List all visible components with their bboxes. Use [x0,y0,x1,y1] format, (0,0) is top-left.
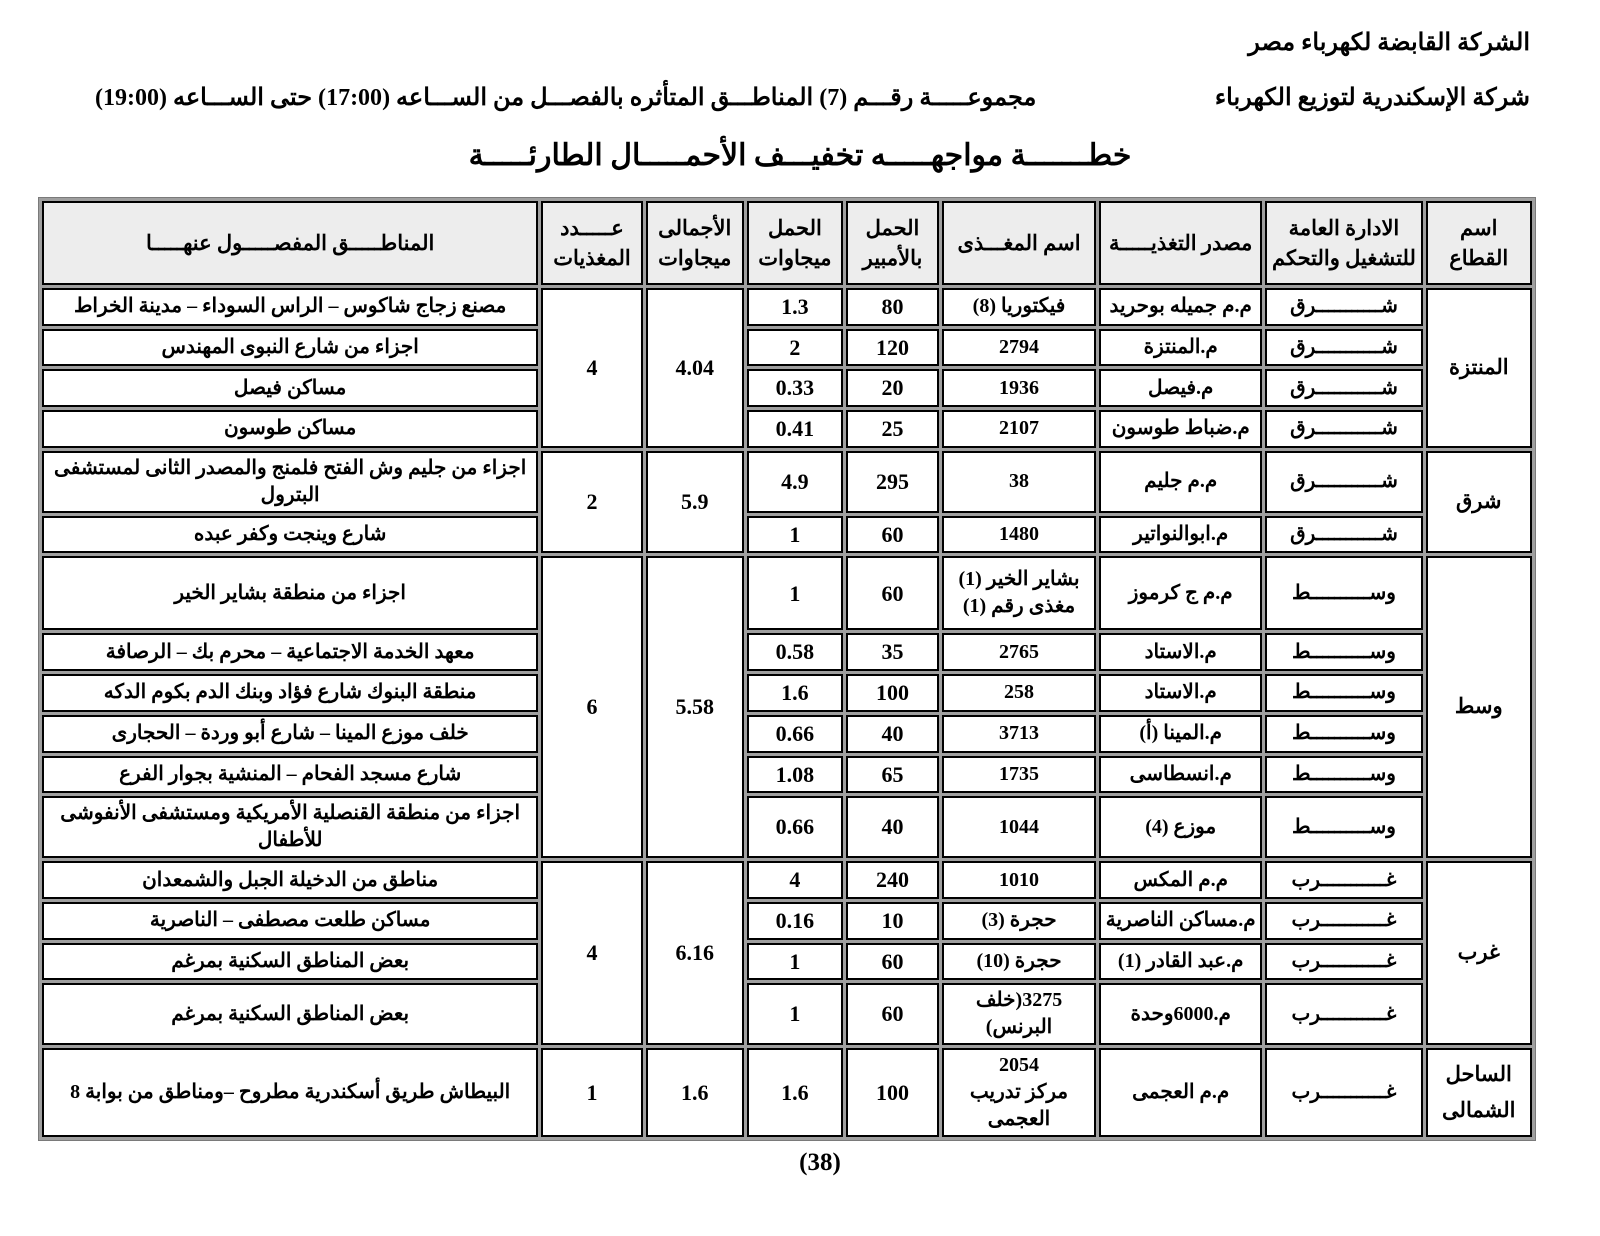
table-row [42,633,1532,671]
admin-cell: شـــــــــــرق [1265,329,1422,367]
mw-cell: 1 [747,943,843,981]
amps-cell: 25 [846,410,939,448]
table-row [42,516,1532,554]
total-mw-cell: 4.04 [646,288,744,448]
table-row [42,369,1532,407]
amps-cell: 240 [846,861,939,899]
amps-cell: 40 [846,715,939,753]
sector-cell: شرق [1426,451,1532,554]
table-row [42,861,1532,899]
amps-cell: 60 [846,516,939,554]
areas-cell: اجزاء من منطقة القنصلية الأمريكية ومستشفى الأنفوشى للأطفال [42,796,538,858]
col-header-load-amps: الحمل بالأمبير [846,201,939,285]
amps-cell: 100 [846,1048,939,1137]
mw-cell: 0.41 [747,410,843,448]
areas-cell: معهد الخدمة الاجتماعية – محرم بك – الرصافة [42,633,538,671]
areas-cell: اجزاء من جليم وش الفتح فلمنج والمصدر الثانى لمستشفى البترول [42,451,538,513]
areas-cell: مناطق من الدخيلة الجبل والشمعدان [42,861,538,899]
admin-cell: وســــــــــط [1265,556,1422,630]
feeders-count-cell: 4 [541,861,642,1045]
areas-cell: اجزاء من شارع النبوى المهندس [42,329,538,367]
mw-cell: 4.9 [747,451,843,513]
feeder-cell: 1936 [942,369,1096,407]
source-cell: م.الاستاد [1099,633,1262,671]
feeder-cell: 3713 [942,715,1096,753]
amps-cell: 60 [846,943,939,981]
feeder-cell: 1480 [942,516,1096,554]
amps-cell: 100 [846,674,939,712]
mw-cell: 1.3 [747,288,843,326]
page-number: (38) [799,1149,841,1177]
sector-cell: الساحل الشمالى [1426,1048,1532,1137]
source-cell: م.الاستاد [1099,674,1262,712]
table-row [42,1048,1532,1137]
amps-cell: 295 [846,451,939,513]
feeder-cell: 2107 [942,410,1096,448]
mw-cell: 1.08 [747,756,843,794]
total-mw-cell: 6.16 [646,861,744,1045]
col-header-feeder-count: عـــــدد المغذيات [541,201,642,285]
source-cell: م.المنتزة [1099,329,1262,367]
amps-cell: 35 [846,633,939,671]
areas-cell: مساكن فيصل [42,369,538,407]
areas-cell: مساكن طوسون [42,410,538,448]
mw-cell: 1 [747,983,843,1045]
source-cell: م.مساكن الناصرية [1099,902,1262,940]
distribution-company-title: شركة الإسكندرية لتوزيع الكهرباء [1214,85,1530,111]
admin-cell: وســــــــــط [1265,796,1422,858]
table-row [42,796,1532,858]
source-cell: م.فيصل [1099,369,1262,407]
admin-cell: شـــــــــــرق [1265,451,1422,513]
col-header-total-mw: الأجمالى ميجاوات [646,201,744,285]
page-title: خطـــــــة مواجهـــــه تخفيـــف الأحمـــــال الطارئـــــة [468,139,1132,172]
areas-cell: منطقة البنوك شارع فؤاد وبنك الدم بكوم الدكه [42,674,538,712]
areas-cell: بعض المناطق السكنية بمرغم [42,943,538,981]
feeder-cell: حجرة (10) [942,943,1096,981]
mw-cell: 1.6 [747,1048,843,1137]
group-schedule-line: مجموعـــــة رقـــم (7) المناطـــق المتأثره بالفصـــل من الســـاعه (17:00) حتى الســـاعه (19:00) [95,85,1037,111]
mw-cell: 2 [747,329,843,367]
mw-cell: 1 [747,556,843,630]
feeder-cell: 2054 مركز تدريب العجمى [942,1048,1096,1137]
table-row [42,556,1532,630]
feeders-count-cell: 4 [541,288,642,448]
table-row [42,329,1532,367]
admin-cell: وســــــــــط [1265,715,1422,753]
load-shedding-table [38,197,1536,1141]
feeder-cell: حجرة (3) [942,902,1096,940]
source-cell: م.م العجمى [1099,1048,1262,1137]
col-header-feeder: اسم المغـــذى [942,201,1096,285]
table-row [42,674,1532,712]
sector-cell: وسط [1426,556,1532,858]
admin-cell: غـــــــــــرب [1265,1048,1422,1137]
table-row [42,715,1532,753]
admin-cell: شـــــــــــرق [1265,288,1422,326]
holding-company-title: الشركة القابضة لكهرباء مصر [1248,30,1530,56]
admin-cell: شـــــــــــرق [1265,369,1422,407]
col-header-source: مصدر التغذيـــــة [1099,201,1262,285]
feeder-cell: 1010 [942,861,1096,899]
source-cell: م.ضباط طوسون [1099,410,1262,448]
col-header-sector: اسم القطاع [1426,201,1532,285]
table-row [42,983,1532,1045]
admin-cell: وســــــــــط [1265,674,1422,712]
areas-cell: خلف موزع المينا – شارع أبو وردة – الحجارى [42,715,538,753]
mw-cell: 1.6 [747,674,843,712]
total-mw-cell: 5.58 [646,556,744,858]
total-mw-cell: 1.6 [646,1048,744,1137]
total-mw-cell: 5.9 [646,451,744,554]
source-cell: م.عبد القادر (1) [1099,943,1262,981]
areas-cell: البيطاش طريق أسكندرية مطروح –ومناطق من بوابة 8 [42,1048,538,1137]
areas-cell: اجزاء من منطقة بشاير الخير [42,556,538,630]
mw-cell: 0.58 [747,633,843,671]
table-row [42,902,1532,940]
col-header-admin: الادارة العامة للتشغيل والتحكم [1265,201,1422,285]
source-cell: م.م جميله بوحريد [1099,288,1262,326]
feeder-cell: 1735 [942,756,1096,794]
feeders-count-cell: 6 [541,556,642,858]
feeder-cell: 258 [942,674,1096,712]
sector-cell: المنتزة [1426,288,1532,448]
areas-cell: شارع مسجد الفحام – المنشية بجوار الفرع [42,756,538,794]
amps-cell: 60 [846,556,939,630]
amps-cell: 10 [846,902,939,940]
mw-cell: 0.33 [747,369,843,407]
col-header-areas: المناطـــــق المفصـــــول عنهـــــا [42,201,538,285]
amps-cell: 20 [846,369,939,407]
subheader-row [0,57,1600,112]
amps-cell: 80 [846,288,939,326]
admin-cell: وســــــــــط [1265,633,1422,671]
feeder-cell: 2765 [942,633,1096,671]
mw-cell: 0.66 [747,796,843,858]
mw-cell: 4 [747,861,843,899]
amps-cell: 120 [846,329,939,367]
feeder-cell: 3275(خلف البرنس) [942,983,1096,1045]
admin-cell: غـــــــــــرب [1265,983,1422,1045]
mw-cell: 0.66 [747,715,843,753]
source-cell: م.م المكس [1099,861,1262,899]
admin-cell: شـــــــــــرق [1265,516,1422,554]
admin-cell: شـــــــــــرق [1265,410,1422,448]
source-cell: م.انسطاسى [1099,756,1262,794]
feeder-cell: 38 [942,451,1096,513]
areas-cell: شارع وينجت وكفر عبده [42,516,538,554]
feeders-count-cell: 1 [541,1048,642,1137]
source-cell: موزع (4) [1099,796,1262,858]
source-cell: م.م ج كرموز [1099,556,1262,630]
areas-cell: مصنع زجاج شاكوس – الراس السوداء – مدينة الخراط [42,288,538,326]
sector-cell: غرب [1426,861,1532,1045]
admin-cell: غـــــــــــرب [1265,943,1422,981]
source-cell: م.ابوالنواتير [1099,516,1262,554]
feeder-cell: 2794 [942,329,1096,367]
mw-cell: 1 [747,516,843,554]
amps-cell: 60 [846,983,939,1045]
table-row [42,943,1532,981]
admin-cell: غـــــــــــرب [1265,861,1422,899]
table-row [42,756,1532,794]
feeder-cell: 1044 [942,796,1096,858]
admin-cell: غـــــــــــرب [1265,902,1422,940]
amps-cell: 40 [846,796,939,858]
feeder-cell: فيكتوريا (8) [942,288,1096,326]
amps-cell: 65 [846,756,939,794]
source-cell: م.م جليم [1099,451,1262,513]
table-row [42,451,1532,513]
source-cell: م.6000وحدة [1099,983,1262,1045]
source-cell: م.المينا (أ) [1099,715,1262,753]
feeder-cell: بشاير الخير (1) مغذى رقم (1) [942,556,1096,630]
mw-cell: 0.16 [747,902,843,940]
col-header-load-mw: الحمل ميجاوات [747,201,843,285]
table-header-row [42,201,1532,285]
feeders-count-cell: 2 [541,451,642,554]
table-row [42,410,1532,448]
areas-cell: مساكن طلعت مصطفى – الناصرية [42,902,538,940]
table-row [42,288,1532,326]
areas-cell: بعض المناطق السكنية بمرغم [42,983,538,1045]
admin-cell: وســــــــــط [1265,756,1422,794]
